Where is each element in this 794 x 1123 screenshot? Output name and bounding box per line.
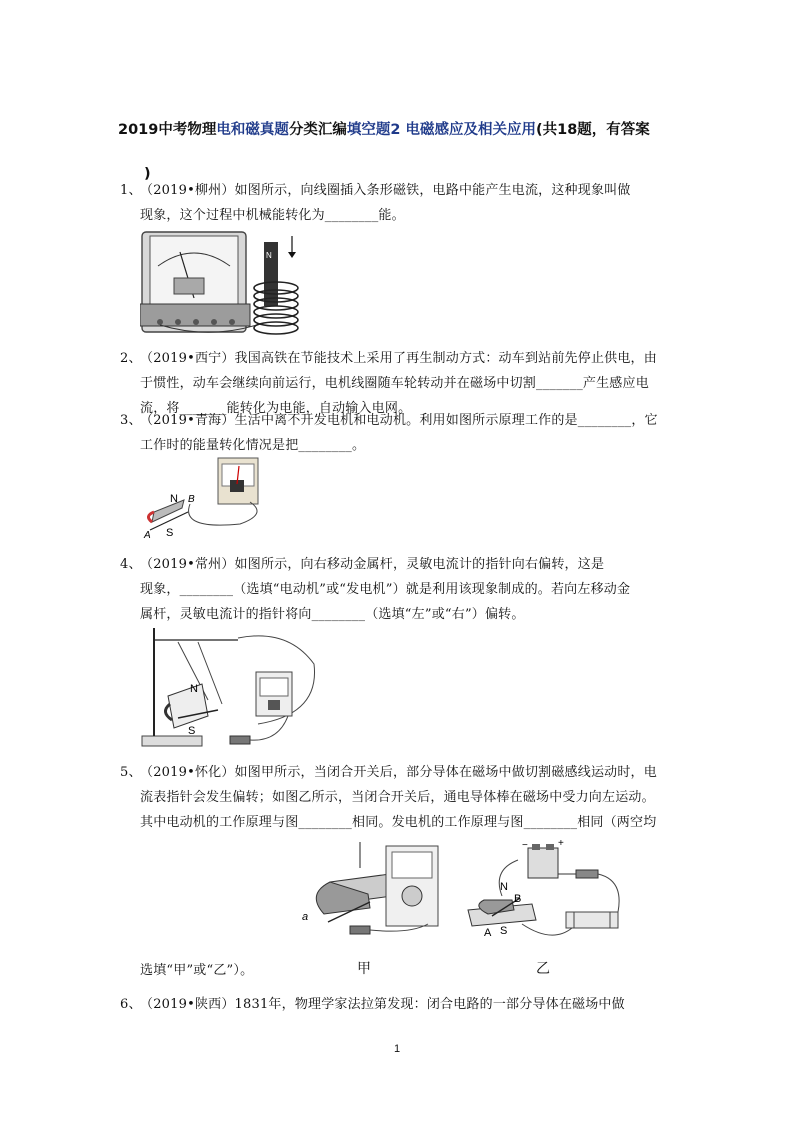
figure-jia [300,838,450,946]
question-text: （2019•陕西）1831年，物理学家法拉第发现：闭合电路的一部分导体在磁场中做 [140,997,625,1012]
page-number: 1 [393,1043,401,1055]
caption-yi: 乙 [536,961,550,977]
question-5-line4 [120,958,420,983]
question-number: 2、 [120,351,142,366]
question-number: 5、 [120,765,142,780]
label-n: N [190,683,198,695]
question-4 [120,552,680,627]
title-part: 电和磁真题 [216,122,289,138]
question-number: 1、 [120,183,142,198]
label-s: S [166,527,174,539]
title-part: 填空题2 电磁感应及相关应用 [346,122,536,138]
question-text: 工作时的能量转化情况是把________。 [140,438,366,453]
label-s: S [500,925,508,937]
question-text: 现象，________（选填“电动机”或“发电机”）就是利用该现象制成的。若向左移动金 [140,582,631,597]
question-text: （2019•常州）如图所示，向右移动金属杆，灵敏电流计的指针向右偏转，这是 [140,557,605,572]
question-text: 属杆，灵敏电流计的指针将向________（选填“左”或“右”）偏转。 [140,607,525,622]
label-a: A [144,530,151,541]
label-n: N [170,493,178,505]
label-a: a [302,911,309,923]
label-b: B [188,494,195,505]
caption-jia: 甲 [357,961,371,977]
figure-yi [462,840,632,946]
title-part: 分类汇编 [288,122,347,138]
question-text: 流，将_______能转化为电能，自动输入电网。 [140,401,412,416]
label-minus: − [522,840,528,851]
question-text: 现象，这个过程中机械能转化为________能。 [140,208,405,223]
question-text: 于惯性，动车会继续向前运行，电机线圈随车轮转动并在磁场中切割_______产生感应电 [140,376,649,391]
question-text: （2019•柳州）如图所示，向线圈插入条形磁铁，电路中能产生电流，这种现象叫做 [140,183,631,198]
question-3 [120,408,680,458]
question-5 [120,760,680,835]
question-number: 3、 [120,413,142,428]
title-part: ) [144,166,151,182]
question-text: 其中电动机的工作原理与图________相同。发电机的工作原理与图________相同（两空均 [140,815,657,830]
question-number: 6、 [120,997,142,1012]
title-part: (共18题，有答案 [536,122,650,138]
question-text: （2019•西宁）我国高铁在节能技术上采用了再生制动方式：动车到站前先停止供电，由 [140,351,657,366]
label-s: S [188,725,196,737]
label-a: A [484,927,492,939]
label-n: N [500,881,508,893]
question-text: （2019•青海）生活中离不开发电机和电动机。利用如图所示原理工作的是________，它 [140,413,658,428]
title-part: 2019中考物理 [118,122,217,138]
label-b: B [514,893,522,905]
stand-magnet-galvanometer-figure [138,624,318,752]
question-text: 选填“甲”或“乙”）。 [140,963,254,978]
question-6 [120,992,680,1017]
magnet-galvanometer-figure [140,454,270,544]
label-plus: + [558,840,564,849]
question-1 [120,178,680,228]
svg-text:N: N [266,251,272,260]
question-text: （2019•怀化）如图甲所示，当闭合开关后，部分导体在磁场中做切割磁感线运动时，电 [140,765,657,780]
question-text: 流表指针会发生偏转；如图乙所示，当闭合开关后，通电导体棒在磁场中受力向左运动。 [140,790,655,805]
question-number: 4、 [120,557,142,572]
galvanometer-coil-figure [140,228,300,340]
